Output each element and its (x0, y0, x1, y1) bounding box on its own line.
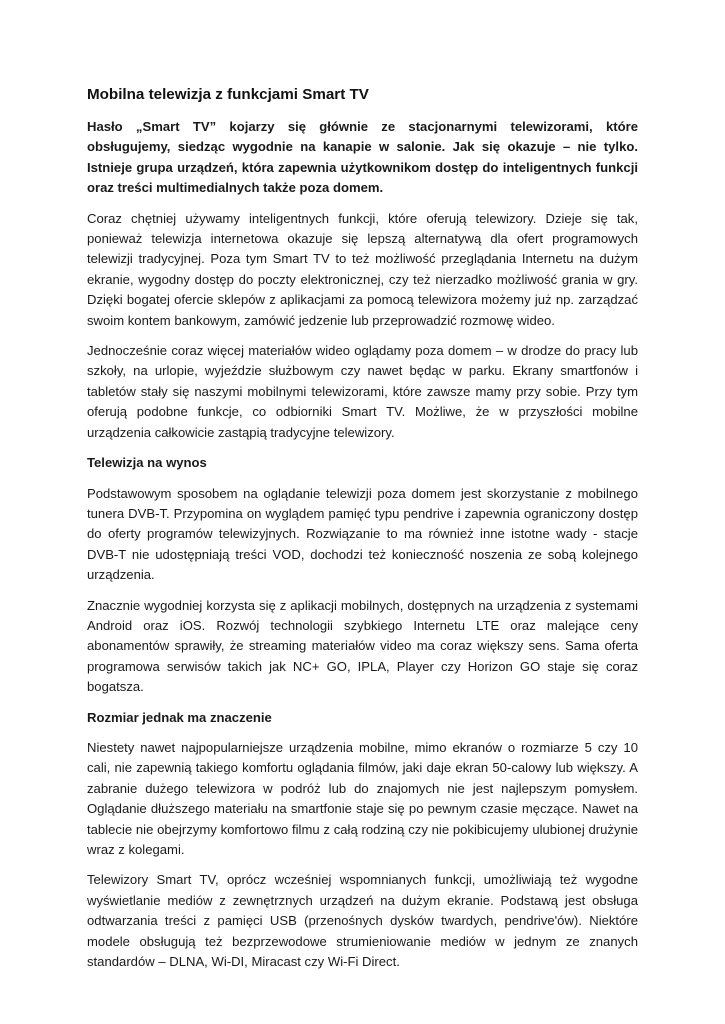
section-heading-rozmiar-jednak-ma-znaczenie: Rozmiar jednak ma znaczenie (87, 709, 272, 725)
body-paragraph-2: Jednocześnie coraz więcej materiałów wideo oglądamy poza domem – w drodze do pracy lub szkoły, na urlopie, wyjeździe służbowym czy nawet będąc w parku. Ekrany smartfonów i tabletów stały się naszymi mobilnymi telewizorami, które zawsze mamy przy sobie. Przy tym oferują podobne funkcje, co odbiorniki Smart TV. Możliwe, że w przyszłości mobilne urządzenia całkowicie zastąpią tradycyjne telewizory. (87, 343, 638, 440)
document-title: Mobilna telewizja z funkcjami Smart TV (87, 86, 369, 103)
document-page (87, 84, 638, 982)
body-paragraph-6: Telewizory Smart TV, oprócz wcześniej wspomnianych funkcji, umożliwiają też wygodne wyświetlanie mediów z zewnętrznych urządzeń na dużym ekranie. Podstawą jest obsługa odtwarzania treści z pamięci USB (przenośnych dysków twardych, pendrive'ów). Niektóre modele obsługują też bezprzewodowe strumieniowanie mediów w jednym ze znanych standardów – DLNA, Wi-DI, Miracast czy Wi-Fi Direct. (87, 872, 638, 970)
lead-paragraph: Hasło „Smart TV” kojarzy się głównie ze stacjonarnymi telewizorami, które obsługujemy, siedząc wygodnie na kanapie w salonie. Jak się okazuje – nie tylko. Istnieje grupa urządzeń, która zapewnia użytkownikom dostęp do inteligentnych funkcji oraz treści multimedialnych także poza domem. (87, 119, 638, 196)
body-paragraph-3: Podstawowym sposobem na oglądanie telewizji poza domem jest skorzystanie z mobilnego tunera DVB-T. Przypomina on wyglądem pamięć typu pendrive i zapewnia ograniczony dostęp do oferty programów telewizyjnych. Rozwiązanie to ma również inne istotne wady - stacje DVB-T nie udostępniają treści VOD, dochodzi też konieczność noszenia ze sobą kolejnego urządzenia. (87, 485, 638, 583)
body-paragraph-5: Niestety nawet najpopularniejsze urządzenia mobilne, mimo ekranów o rozmiarze 5 czy 10 cali, nie zapewnią takiego komfortu oglądania filmów, jaki daje ekran 50-calowy lub większy. A zabranie dużego telewizora w podróż lub do znajomych nie jest najlepszym pomysłem. Oglądanie dłuższego materiału na smartfonie staje się po pewnym czasie męczące. Nawet na tablecie nie obejrzymy komfortowo filmu z całą rodziną czy nie pokibicujemy ulubionej drużynie wraz z kolegami. (87, 739, 638, 857)
body-paragraph-4: Znacznie wygodniej korzysta się z aplikacji mobilnych, dostępnych na urządzenia z systemami Android oraz iOS. Rozwój technologii szybkiego Internetu LTE oraz malejące ceny abonamentów sprawiły, że streaming materiałów video ma coraz większy sens. Sama oferta programowa serwisów takich jak NC+ GO, IPLA, Player czy Horizon GO staje się coraz bogatsza. (87, 597, 638, 695)
body-paragraph-1: Coraz chętniej używamy inteligentnych funkcji, które oferują telewizory. Dzieje się tak, ponieważ telewizja internetowa okazuje się lepszą alternatywą dla ofert programowych telewizji tradycyjnej. Poza tym Smart TV to też możliwość przeglądania Internetu na dużym ekranie, wygodny dostęp do poczty elektronicznej, czy też nierzadko możliwość grania w gry. Dzięki bogatej ofercie sklepów z aplikacjami za pomocą telewizora możemy już np. zarządzać swoim kontem bankowym, zamówić jedzenie lub przeprowadzić rozmowę wideo. (87, 210, 638, 328)
section-heading-telewizja-na-wynos: Telewizja na wynos (87, 455, 207, 471)
